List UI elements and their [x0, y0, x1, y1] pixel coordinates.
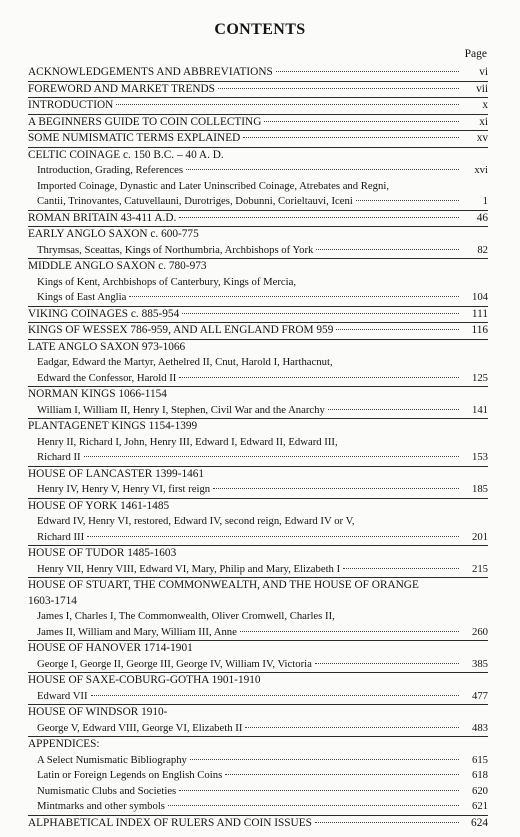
- toc-page-number: 620: [471, 784, 488, 797]
- toc-entry-title: Richard II: [37, 451, 81, 463]
- toc-entry: [28, 418, 488, 435]
- toc-page-number: xi: [479, 115, 488, 128]
- dot-leader: [116, 95, 459, 105]
- toc-page-number: 116: [471, 324, 488, 336]
- toc-page-number: 153: [471, 451, 488, 463]
- toc-page-number: 201: [471, 530, 488, 543]
- toc-entry-title: HOUSE OF YORK 1461-1485: [28, 499, 170, 512]
- dot-leader: [356, 191, 459, 201]
- toc-page-number: 1: [482, 195, 488, 207]
- toc-entry-title: Kings of Kent, Archbishops of Canterbury, Kings of Mercia,: [37, 275, 297, 288]
- toc-page-number: 82: [477, 243, 488, 256]
- table-of-contents: [28, 65, 488, 831]
- toc-page-number: 46: [476, 211, 488, 224]
- toc-entry-title: HOUSE OF WINDSOR 1910-: [28, 706, 168, 718]
- toc-entry-title: A BEGINNERS GUIDE TO COIN COLLECTING: [28, 115, 262, 128]
- toc-entry-title: Richard III: [37, 530, 85, 543]
- toc-entry-title: Numismatic Clubs and Societies: [37, 784, 177, 797]
- toc-entry-title: Mintmarks and other symbols: [37, 800, 165, 812]
- toc-page-number: vii: [476, 82, 488, 95]
- toc-entry: [28, 322, 488, 339]
- toc-entry-title: EARLY ANGLO SAXON c. 600-775: [28, 228, 199, 240]
- dot-leader: [129, 287, 459, 297]
- toc-page-number: 260: [471, 625, 488, 638]
- dot-leader: [179, 368, 459, 378]
- toc-entry: [28, 498, 488, 515]
- dot-leader: [315, 813, 459, 823]
- dot-leader: [276, 62, 459, 72]
- toc-entry-title: George I, George II, George III, George IV, William IV, Victoria: [37, 657, 312, 670]
- toc-entry-title: ACKNOWLEDGEMENTS AND ABBREVIATIONS: [28, 66, 273, 78]
- toc-entry-title: CELTIC COINAGE c. 150 B.C. – 40 A. D.: [28, 148, 224, 161]
- toc-entry: [28, 562, 488, 578]
- dot-leader: [168, 796, 459, 806]
- toc-page-number: 104: [471, 291, 488, 303]
- toc-entry: [28, 258, 488, 275]
- toc-entry: [28, 130, 488, 147]
- toc-page-number: 111: [471, 307, 488, 320]
- toc-page-number: 615: [471, 753, 488, 766]
- toc-page-number: 483: [471, 721, 488, 734]
- toc-entry: [28, 594, 488, 610]
- toc-entry-title: KINGS OF WESSEX 786-959, AND ALL ENGLAND FROM 959: [28, 324, 334, 336]
- toc-page-number: 215: [471, 562, 488, 575]
- toc-entry-title: Edward VII: [37, 689, 88, 702]
- toc-entry-title: NORMAN KINGS 1066-1154: [28, 388, 167, 400]
- dot-leader: [84, 447, 459, 457]
- dot-leader: [315, 654, 459, 664]
- toc-entry: [28, 815, 488, 832]
- dot-leader: [87, 527, 459, 537]
- page-column-header: Page: [464, 48, 487, 60]
- toc-page-number: 185: [471, 483, 488, 495]
- dot-leader: [179, 781, 459, 791]
- toc-entry-title: HOUSE OF SAXE-COBURG-GOTHA 1901-1910: [28, 674, 261, 686]
- toc-entry-title: Edward IV, Henry VI, restored, Edward IV, second reign, Edward IV or V,: [37, 515, 355, 527]
- toc-entry-title: MIDDLE ANGLO SAXON c. 780-973: [28, 260, 207, 272]
- toc-entry-title: Latin or Foreign Legends on English Coins: [37, 769, 223, 781]
- toc-entry-title: Imported Coinage, Dynastic and Later Uninscribed Coinage, Atrebates and Regni,: [37, 179, 389, 192]
- dot-leader: [243, 128, 459, 138]
- toc-entry: [28, 339, 488, 356]
- toc-page-number: 618: [471, 769, 488, 781]
- toc-page-number: xvi: [474, 164, 488, 176]
- toc-entry-title: James II, William and Mary, William III, Anne: [37, 625, 237, 638]
- toc-entry-title: Edward the Confessor, Harold II: [37, 371, 177, 384]
- dot-leader: [316, 240, 459, 250]
- toc-page-number: 385: [471, 657, 488, 670]
- dot-leader: [91, 686, 459, 696]
- dot-leader: [213, 479, 459, 489]
- dot-leader: [240, 622, 459, 632]
- toc-page-number: 621: [471, 800, 488, 812]
- toc-entry-title: Cantii, Trinovantes, Catuvellauni, Durotriges, Dobunni, Corieltauvi, Iceni: [37, 195, 353, 207]
- toc-entry: [28, 210, 488, 227]
- toc-entry-title: Kings of East Anglia: [37, 291, 127, 303]
- toc-entry-title: James I, Charles I, The Commonwealth, Oliver Cromwell, Charles II,: [37, 610, 335, 622]
- toc-entry-title: George V, Edward VIII, George VI, Elizabeth II: [37, 721, 243, 734]
- toc-entry-title: Thrymsas, Sceattas, Kings of Northumbria, Archbishops of York: [37, 243, 314, 256]
- toc-entry: [28, 530, 488, 546]
- toc-entry-title: Introduction, Grading, References: [37, 164, 184, 176]
- toc-entry-title: Henry IV, Henry V, Henry VI, first reign: [37, 483, 211, 495]
- toc-entry-title: PLANTAGENET KINGS 1154-1399: [28, 420, 198, 432]
- toc-entry-title: FOREWORD AND MARKET TRENDS: [28, 82, 215, 95]
- toc-entry: [28, 403, 488, 419]
- toc-page-number: 141: [471, 403, 488, 416]
- toc-page-number: 624: [471, 816, 488, 829]
- toc-entry: [28, 657, 488, 673]
- toc-entry-title: INTRODUCTION: [28, 99, 114, 111]
- dot-leader: [245, 718, 459, 728]
- dot-leader: [343, 559, 459, 569]
- toc-entry-title: ROMAN BRITAIN 43-411 A.D.: [28, 211, 177, 224]
- dot-leader: [218, 79, 459, 89]
- toc-entry: [28, 450, 488, 466]
- toc-entry-title: VIKING COINAGES c. 885-954: [28, 307, 180, 320]
- page-title: CONTENTS: [214, 21, 306, 38]
- toc-entry: [28, 482, 488, 498]
- toc-entry-title: HOUSE OF LANCASTER 1399-1461: [28, 467, 205, 480]
- toc-entry: [28, 163, 488, 179]
- toc-entry-title: HOUSE OF TUDOR 1485-1603: [28, 547, 177, 559]
- dot-leader: [186, 160, 459, 170]
- toc-page-number: 125: [471, 371, 488, 384]
- dot-leader: [182, 304, 459, 314]
- toc-entry-title: A Select Numismatic Bibliography: [37, 753, 187, 766]
- toc-page-number: x: [482, 99, 488, 111]
- toc-entry-title: Eadgar, Edward the Martyr, Aethelred II, Cnut, Harold I, Harthacnut,: [37, 356, 333, 368]
- toc-entry-title: ALPHABETICAL INDEX OF RULERS AND COIN ISSUES: [28, 816, 312, 829]
- toc-entry-title: 1603-1714: [28, 594, 77, 607]
- toc-entry-title: APPENDICES:: [28, 738, 100, 750]
- toc-entry-title: Henry VII, Henry VIII, Edward VI, Mary, Philip and Mary, Elizabeth I: [37, 562, 341, 575]
- dot-leader: [336, 320, 459, 330]
- toc-page-number: 477: [471, 689, 488, 702]
- toc-entry: [28, 371, 488, 387]
- toc-entry-title: William I, William II, Henry I, Stephen, Civil War and the Anarchy: [37, 403, 325, 416]
- toc-entry-title: LATE ANGLO SAXON 973-1066: [28, 340, 186, 353]
- dot-leader: [179, 208, 459, 218]
- dot-leader: [190, 750, 459, 760]
- toc-entry-title: SOME NUMISMATIC TERMS EXPLAINED: [28, 132, 241, 144]
- toc-entry-title: HOUSE OF HANOVER 1714-1901: [28, 642, 193, 654]
- toc-entry-title: Henry II, Richard I, John, Henry III, Edward I, Edward II, Edward III,: [37, 435, 338, 448]
- toc-entry: [28, 625, 488, 641]
- toc-entry: [28, 577, 488, 594]
- toc-page-number: xv: [476, 132, 488, 144]
- toc-page-number: vi: [479, 66, 488, 78]
- toc-entry-title: HOUSE OF STUART, THE COMMONWEALTH, AND THE HOUSE OF ORANGE: [28, 579, 419, 591]
- dot-leader: [225, 765, 459, 775]
- toc-entry: [28, 243, 488, 259]
- toc-entry: [28, 689, 488, 705]
- dot-leader: [264, 112, 459, 122]
- toc-entry: [28, 721, 488, 737]
- dot-leader: [328, 400, 459, 410]
